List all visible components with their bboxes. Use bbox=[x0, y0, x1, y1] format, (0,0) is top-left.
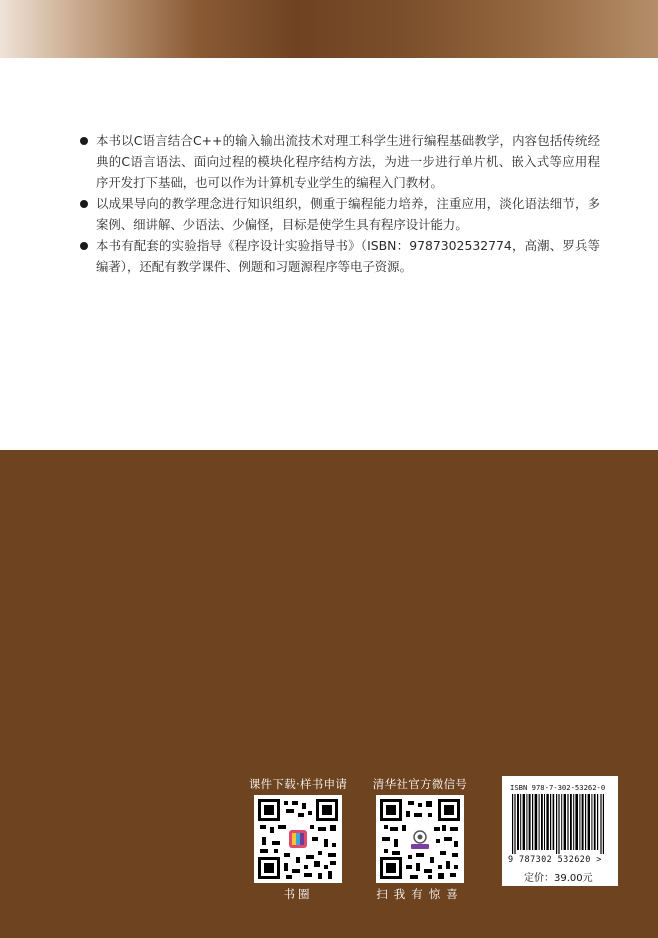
qr-pattern-icon bbox=[258, 799, 338, 879]
qr-footer-label: 扫我有惊喜 bbox=[376, 887, 464, 901]
bullet-text: 以成果导向的教学理念进行知识组织，侧重于编程能力培养，注重应用，淡化语法细节，多案例、细讲解、少语法、少偏怪，目标是使学生具有程序设计能力。 bbox=[96, 196, 600, 232]
bullet-dot-icon bbox=[80, 200, 88, 208]
price-label: 定价：39.00元 bbox=[524, 873, 593, 884]
qr-block-courseware bbox=[246, 776, 350, 902]
isbn-label: ISBN 978-7-302-53262-0 bbox=[510, 783, 606, 792]
bullet-item bbox=[80, 235, 600, 277]
bullet-text: 本书有配套的实验指导《程序设计实验指导书》（ISBN：9787302532774，高潮、罗兵等编著），还配有教学课件、例题和习题源程序等电子资源。 bbox=[96, 238, 600, 274]
bullet-item bbox=[80, 130, 600, 193]
barcode-bars-icon bbox=[512, 794, 608, 854]
qr-block-wechat bbox=[368, 776, 472, 902]
bullet-dot-icon bbox=[80, 242, 88, 250]
bullet-text: 本书以C语言结合C++的输入输出流技术对理工科学生进行编程基础教学，内容包括传统经典的C语言语法、面向过程的模块化程序结构方法，为进一步进行单片机、嵌入式等应用程序开发打下基础，也可以作为计算机专业学生的编程入门教材。 bbox=[96, 133, 600, 190]
qr-code-icon[interactable] bbox=[254, 795, 342, 883]
isbn-barcode bbox=[502, 776, 618, 886]
qr-footer-label: 书圈 bbox=[283, 887, 313, 901]
barcode-digits: 9 787302 532620 > bbox=[508, 855, 602, 865]
top-decorative-band bbox=[0, 0, 658, 58]
bullet-dot-icon bbox=[80, 137, 88, 145]
qr-pattern-icon bbox=[380, 799, 460, 879]
qr-code-icon[interactable] bbox=[376, 795, 464, 883]
bullet-item bbox=[80, 193, 600, 235]
qr-caption: 课件下载·样书申请 bbox=[248, 777, 348, 791]
qr-caption: 清华社官方微信号 bbox=[372, 777, 468, 791]
description-list bbox=[80, 130, 600, 277]
